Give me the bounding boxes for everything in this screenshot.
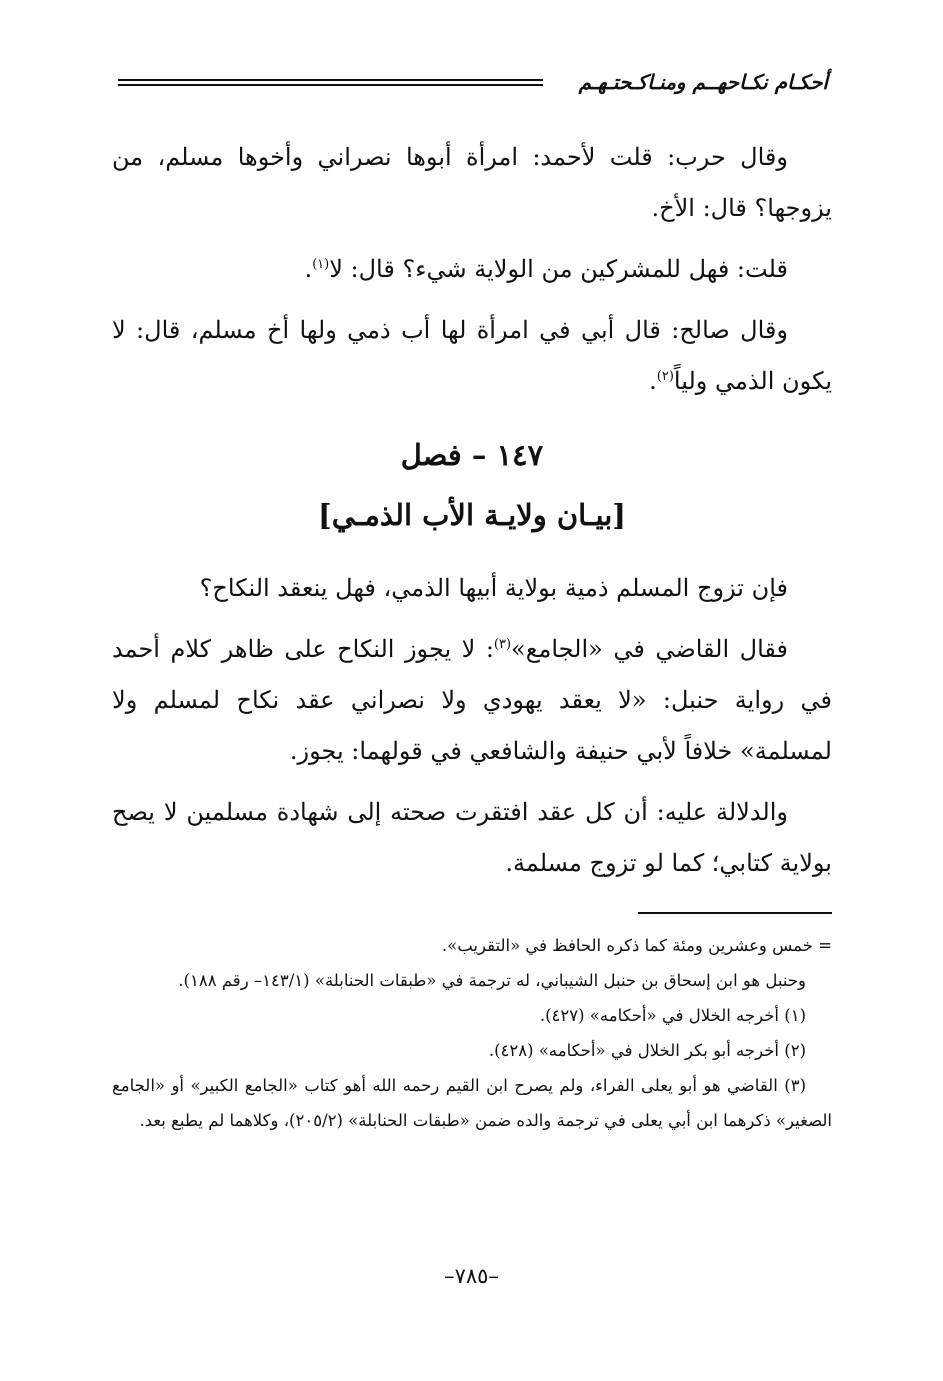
paragraph-salih-text: وقال صالح: قال أبي في امرأة لها أب ذمي ولها أخ مسلم، قال: لا يكون الذمي ولياً xyxy=(112,316,832,395)
paragraph-qadi-start: فقال القاضي في «الجامع» xyxy=(511,635,788,663)
footnote-1: (١) أخرجه الخلال في «أحكامه» (٤٢٧). xyxy=(539,1006,806,1025)
section-heading: ١٤٧ – فصل xyxy=(400,438,544,472)
footnote-ref-3[interactable]: (٣) xyxy=(493,637,512,652)
paragraph-question-end: . xyxy=(304,255,313,283)
running-header xyxy=(118,64,828,104)
footnote-ref-2[interactable]: (٢) xyxy=(656,369,674,384)
paragraph-question-marriage: فإن تزوج المسلم ذمية بولاية أبيها الذمي، فهل ينعقد النكاح؟ xyxy=(199,574,788,602)
footnote-2: (٢) أخرجه أبو بكر الخلال في «أحكامه» (٤٢٨). xyxy=(488,1041,806,1060)
footnote-separator xyxy=(638,912,832,914)
paragraph-harb: وقال حرب: قلت لأحمد: امرأة أبوها نصراني وأخوها مسلم، من يزوجها؟ قال: الأخ. xyxy=(112,143,832,222)
paragraph-qadi-rest: : لا يجوز النكاح على ظاهر كلام أحمد في رواية حنبل: «لا يعقد يهودي ولا نصراني عقد نكاح لمسلم ولا لمسلمة» خلافاً لأبي حنيفة والشافعي في قولهما: يجوز. xyxy=(112,635,832,765)
paragraph-evidence: والدلالة عليه: أن كل عقد افتقرت صحته إلى شهادة مسلمين لا يصح بولاية كتابي؛ كما لو تزوج مسلمة. xyxy=(112,798,832,877)
header-double-rule xyxy=(118,79,543,88)
footnote-hanbal: وحنبل هو ابن إسحاق بن حنبل الشيباني، له ترجمة في «طبقات الحنابلة» (١٤٣/١– رقم ١٨٨). xyxy=(178,971,806,990)
paragraph-salih-end: . xyxy=(649,367,657,395)
paragraph-salih xyxy=(112,305,832,407)
main-text xyxy=(112,132,832,889)
section-subheading: [بيـان ولايـة الأب الذمـي] xyxy=(317,498,627,532)
paragraph-qadi xyxy=(112,624,832,777)
page-number: –٧٨٥– xyxy=(444,1264,499,1288)
footnote-3: (٣) القاضي هو أبو يعلى الفراء، ولم يصرح ابن القيم رحمه الله أهو كتاب «الجامع الكبير» أو «الجامع الصغير» ذكرهما ابن أبي يعلى في ترجمة والده ضمن «طبقات الحنابلة» (٢٠٥/٢)، وكلاهما لم يطبع بعد. xyxy=(112,1076,832,1130)
footnote-ref-1[interactable]: (١) xyxy=(312,257,330,272)
running-header-title: أحكـام نكـاحهــم ومنـاكـحتـهـم xyxy=(578,70,828,94)
header-rule-line xyxy=(118,84,543,86)
paragraph-question xyxy=(112,244,832,295)
header-rule-line xyxy=(118,79,543,81)
footnote-continuation: = خمس وعشرين ومئة كما ذكره الحافظ في «التقريب». xyxy=(441,936,832,955)
footnotes xyxy=(112,928,832,1138)
paragraph-question-text: قلت: فهل للمشركين من الولاية شيء؟ قال: لا xyxy=(329,255,788,283)
